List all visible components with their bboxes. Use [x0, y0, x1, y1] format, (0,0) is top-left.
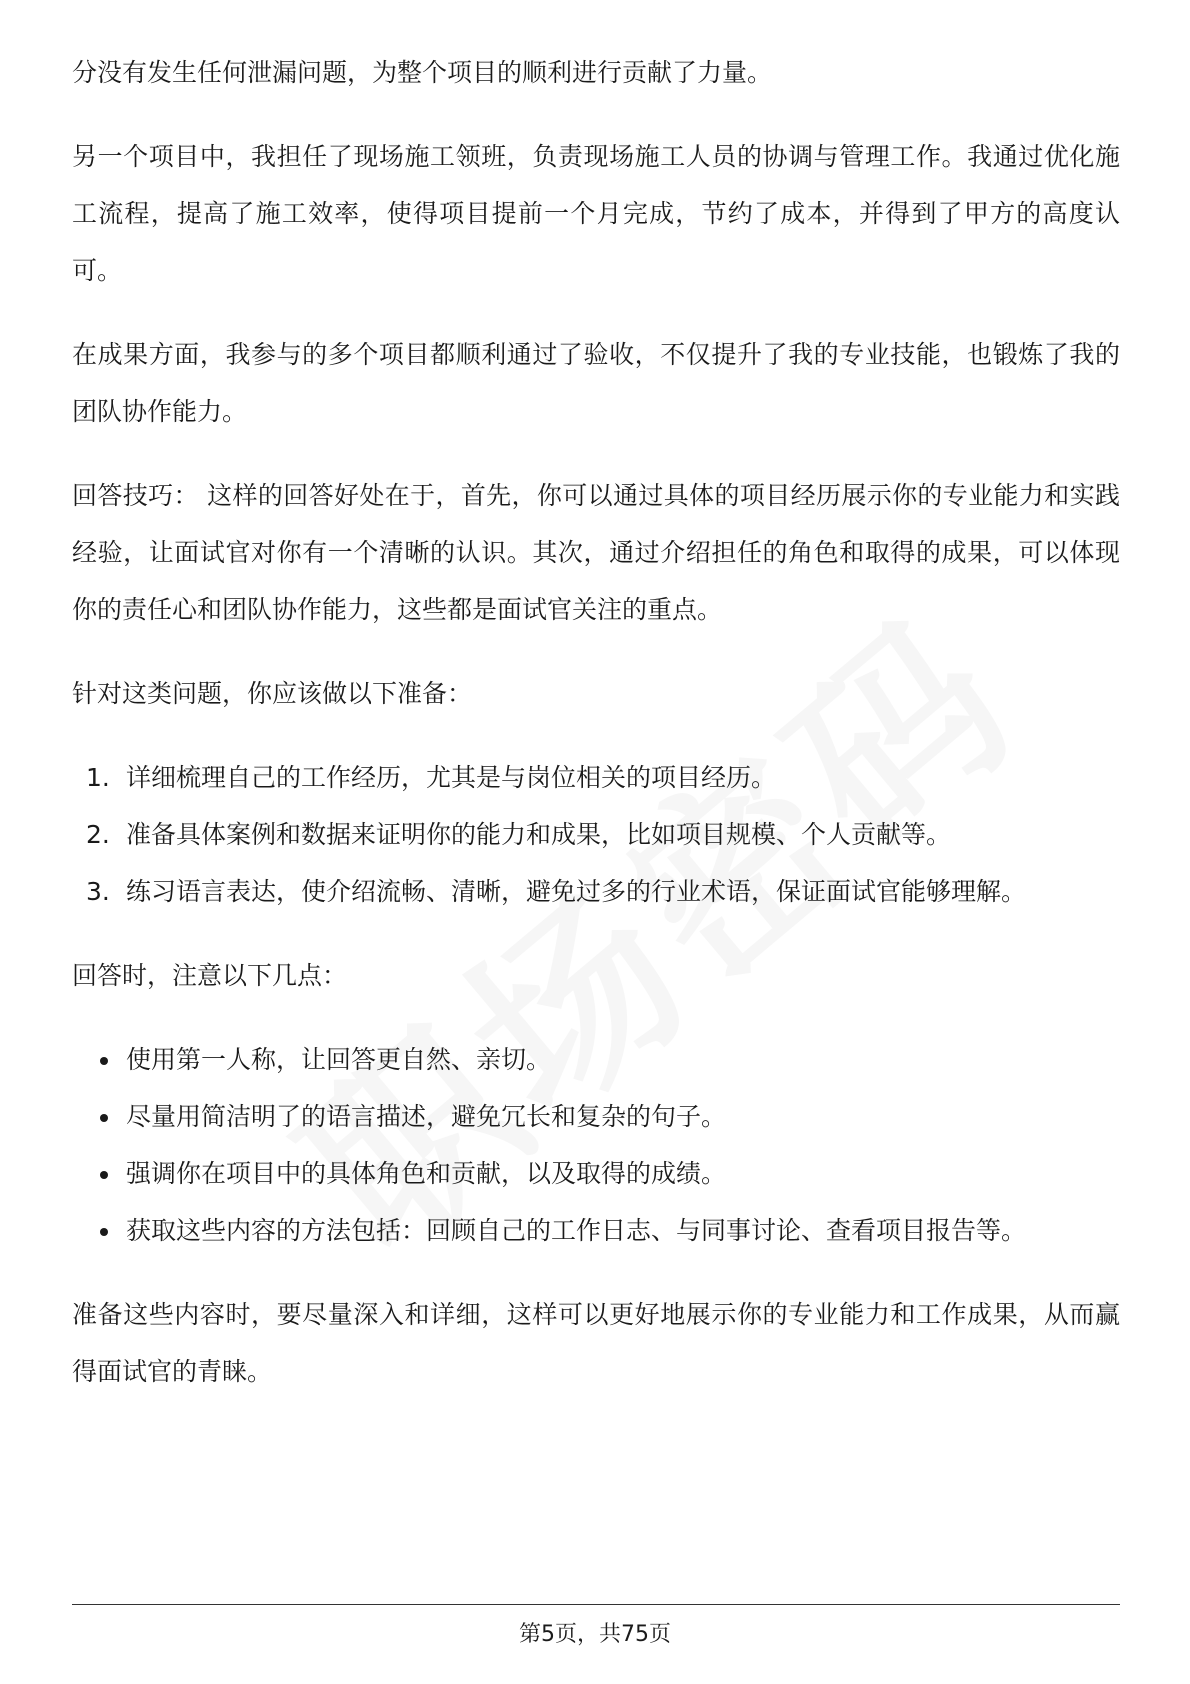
list-number: 1. [86, 763, 110, 792]
list-item-text: 详细梳理自己的工作经历，尤其是与岗位相关的项目经历。 [126, 763, 777, 792]
list-item [72, 863, 1120, 920]
list-item [72, 1088, 1120, 1145]
preparation-numbered-list [72, 749, 1120, 920]
bullet-dot-icon [100, 1057, 108, 1065]
list-number: 3. [86, 877, 110, 906]
paragraph-preparation-intro: 针对这类问题，你应该做以下准备： [72, 679, 473, 708]
list-item-text: 获取这些内容的方法包括：回顾自己的工作日志、与同事讨论、查看项目报告等。 [126, 1216, 1027, 1245]
list-item [72, 1031, 1120, 1088]
bullet-dot-icon [100, 1171, 108, 1179]
list-item-text: 准备具体案例和数据来证明你的能力和成果，比如项目规模、个人贡献等。 [126, 820, 952, 849]
list-item-text: 强调你在项目中的具体角色和贡献，以及取得的成绩。 [126, 1159, 727, 1188]
list-item [72, 1202, 1120, 1259]
paragraph-answer-notes-intro: 回答时，注意以下几点： [72, 961, 348, 990]
list-item-text: 尽量用简洁明了的语言描述，避免冗长和复杂的句子。 [126, 1102, 727, 1131]
answer-notes-bullet-list [72, 1031, 1120, 1259]
paragraph-conclusion: 准备这些内容时，要尽量深入和详细，这样可以更好地展示你的专业能力和工作成果，从而赢得面试官的青睐。 [72, 1300, 1120, 1386]
footer-divider [72, 1604, 1120, 1605]
list-item-text: 练习语言表达，使介绍流畅、清晰，避免过多的行业术语，保证面试官能够理解。 [126, 877, 1027, 906]
document-body [72, 44, 1120, 1427]
bullet-dot-icon [100, 1228, 108, 1236]
list-item [72, 1145, 1120, 1202]
page-number: 第5页，共75页 [519, 1622, 671, 1647]
bullet-dot-icon [100, 1114, 108, 1122]
list-item [72, 749, 1120, 806]
paragraph-achievements: 在成果方面，我参与的多个项目都顺利通过了验收，不仅提升了我的专业技能，也锻炼了我的团队协作能力。 [72, 340, 1120, 426]
list-number: 2. [86, 820, 110, 849]
list-item [72, 806, 1120, 863]
paragraph-leak-summary: 分没有发生任何泄漏问题，为整个项目的顺利进行贡献了力量。 [72, 58, 773, 87]
list-item-text: 使用第一人称，让回答更自然、亲切。 [126, 1045, 552, 1074]
paragraph-foreman-project: 另一个项目中，我担任了现场施工领班，负责现场施工人员的协调与管理工作。我通过优化施工流程，提高了施工效率，使得项目提前一个月完成，节约了成本，并得到了甲方的高度认可。 [72, 142, 1120, 285]
paragraph-answer-tips: 回答技巧： 这样的回答好处在于，首先，你可以通过具体的项目经历展示你的专业能力和实践经验，让面试官对你有一个清晰的认识。其次，通过介绍担任的角色和取得的成果，可以体现你的责任心和团队协作能力，这些都是面试官关注的重点。 [72, 481, 1120, 624]
